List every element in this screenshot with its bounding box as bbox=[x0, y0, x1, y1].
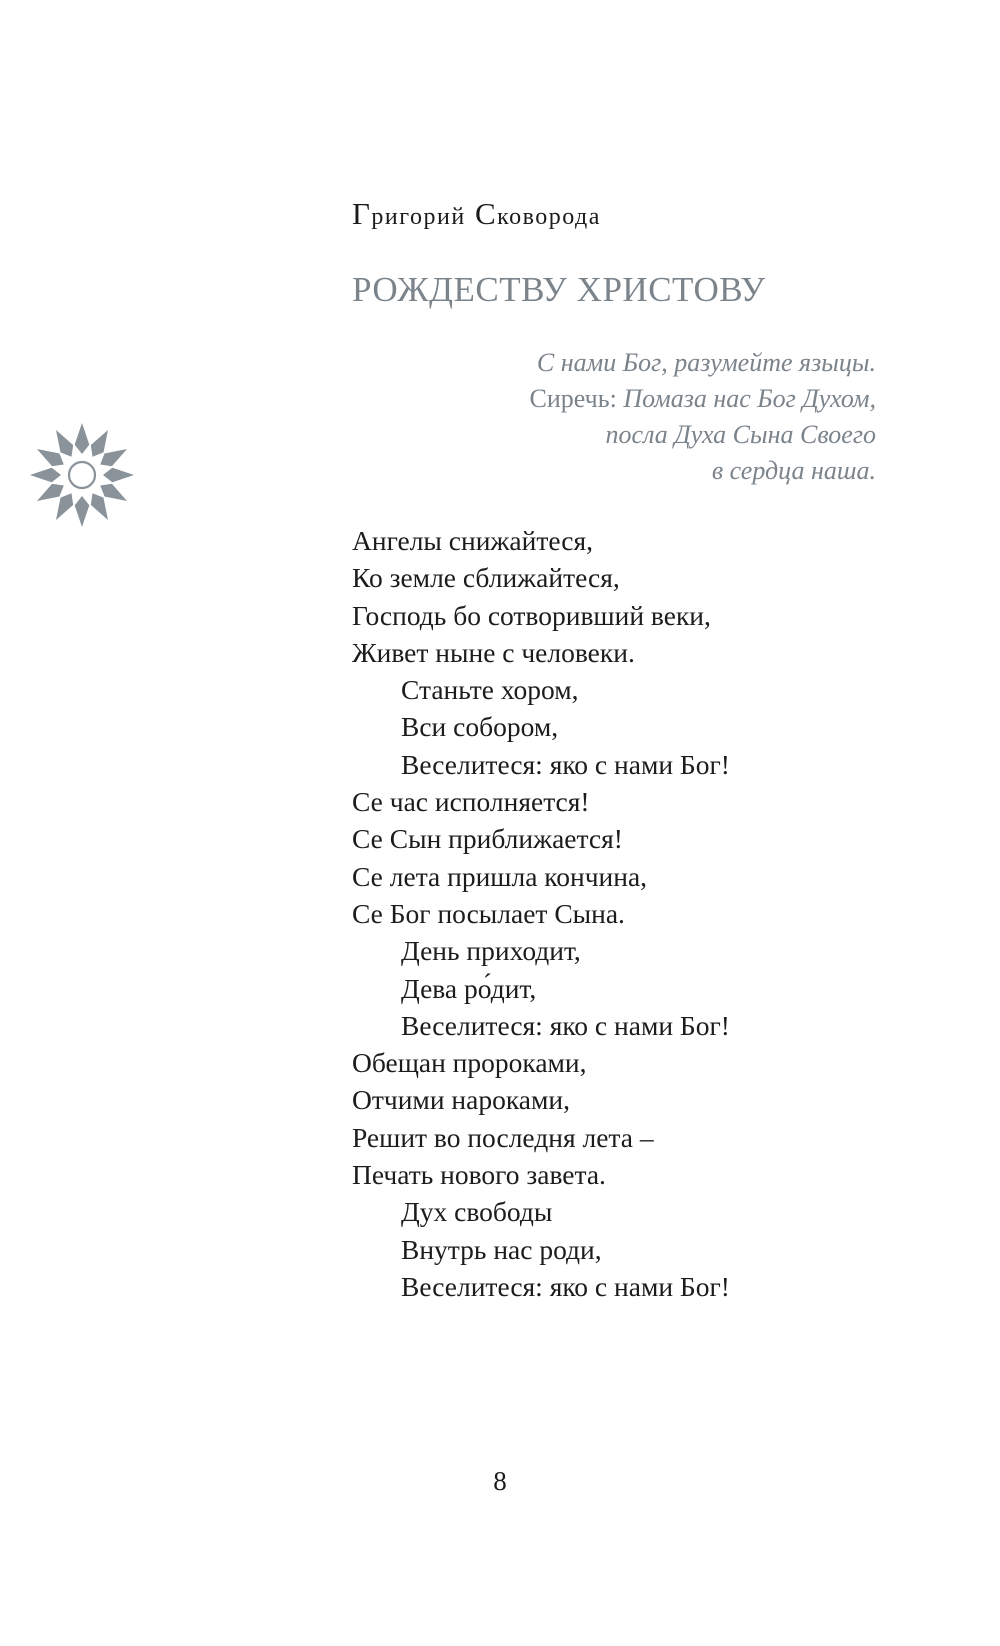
poem-title: РОЖДЕСТВУ ХРИСТОВУ bbox=[352, 270, 766, 309]
poem-line: Се лета пришла кончина, bbox=[352, 860, 648, 892]
epigraph-prefix: Сиречь: bbox=[529, 384, 624, 413]
author-first-rest: ригорий bbox=[371, 204, 466, 230]
poem-refrain-line: Внутрь нас роди, bbox=[401, 1233, 602, 1265]
poem-line: Ангелы снижайтеся, bbox=[352, 525, 593, 556]
star-burst-ornament-icon bbox=[28, 421, 136, 529]
epigraph-line bbox=[396, 381, 876, 417]
poem-refrain-line: Веселитеся: яко с нами Бог! bbox=[401, 1009, 730, 1041]
poem-refrain-line: Веселитеся: яко с нами Бог! bbox=[401, 748, 730, 780]
epigraph bbox=[396, 345, 876, 489]
poem-line: Отчими нароками, bbox=[352, 1084, 570, 1116]
poem-line: Се час исполняется! bbox=[352, 786, 590, 818]
author-name bbox=[352, 196, 601, 232]
epigraph-quote: Помаза нас Бог Духом, bbox=[623, 384, 876, 413]
poem-refrain-line: Веселитеся: яко с нами Бог! bbox=[401, 1270, 730, 1302]
author-first-initial: Г bbox=[352, 196, 372, 231]
poem-body bbox=[352, 522, 730, 1305]
poem-line: Обещан пророками, bbox=[352, 1047, 587, 1079]
author-last-initial: С bbox=[474, 196, 498, 231]
epigraph-line: С нами Бог, разумейте языцы. bbox=[536, 348, 876, 377]
poem-refrain-line: Дева ро́дит, bbox=[401, 972, 537, 1004]
poem-refrain-line: Дух свободы bbox=[401, 1196, 553, 1228]
poem-line: Господь бо сотворивший веки, bbox=[352, 599, 711, 631]
poem-line: Ко земле сближайтеся, bbox=[352, 562, 620, 594]
poem-refrain-line: Вси собором, bbox=[401, 711, 559, 743]
poem-line: Решит во последня лета – bbox=[352, 1121, 654, 1153]
poem-line: Се Сын приближается! bbox=[352, 823, 623, 855]
poem-refrain-line: Станьте хором, bbox=[401, 674, 579, 706]
poem-line: Живет ныне с человеки. bbox=[352, 636, 635, 668]
poem-line: Се Бог посылает Сына. bbox=[352, 897, 625, 929]
epigraph-line: посла Духа Сына Своего bbox=[605, 420, 876, 449]
poem-line: Печать нового завета. bbox=[352, 1159, 606, 1191]
page-number: 8 bbox=[493, 1466, 507, 1496]
author-last-rest: коворода bbox=[497, 204, 601, 230]
poem-refrain-line: День приходит, bbox=[401, 935, 581, 967]
epigraph-line: в сердца наша. bbox=[711, 456, 876, 485]
